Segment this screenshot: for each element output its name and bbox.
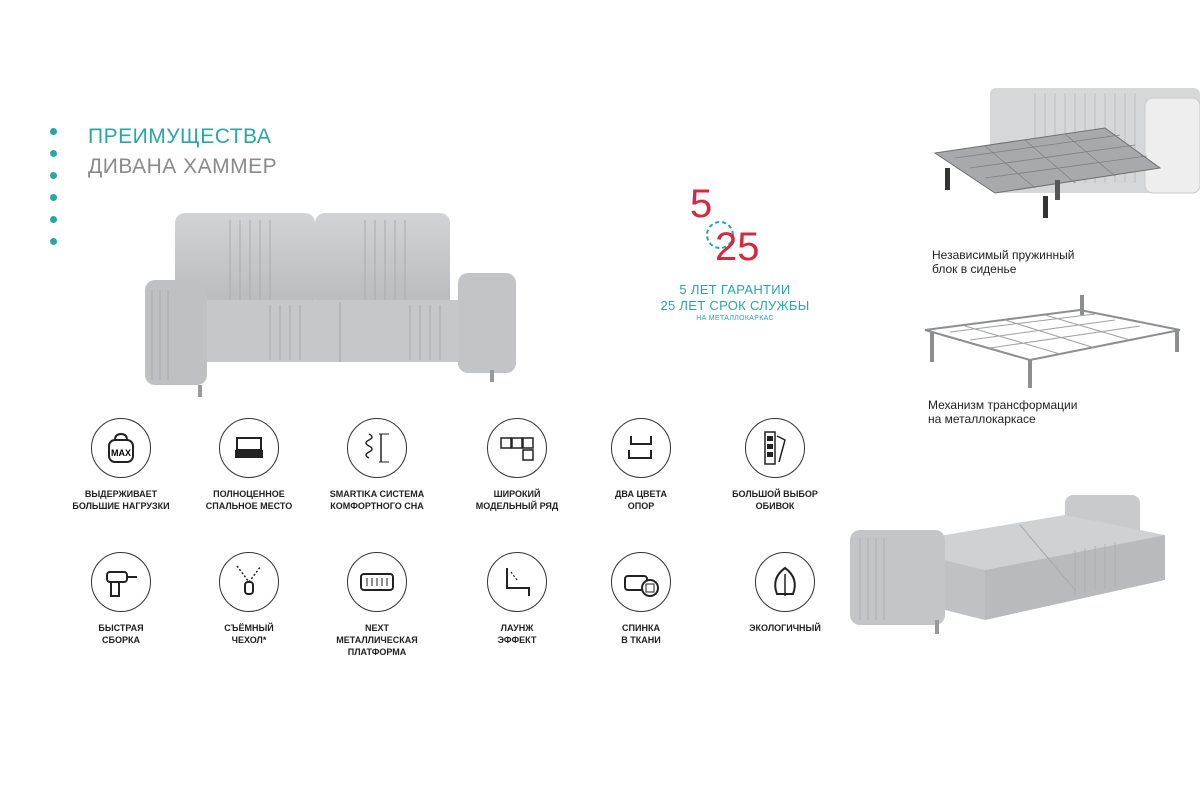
swatches-icon	[745, 418, 805, 478]
caption-mechanism	[928, 398, 1077, 426]
unfolded-sofa-image	[845, 490, 1175, 640]
feature-label: СЪЁМНЫЙ	[224, 623, 274, 633]
feature-label: ОПОР	[627, 501, 655, 511]
feature-label: МОДЕЛЬНЫЙ РЯД	[475, 501, 559, 511]
feature-eco	[730, 552, 840, 634]
zipper-icon	[219, 552, 279, 612]
feature-label: ПОЛНОЦЕННОЕ	[213, 489, 285, 499]
max-weight-icon	[91, 418, 151, 478]
feature-smartika	[322, 418, 432, 512]
feature-label: ШИРОКИЙ	[493, 489, 541, 499]
lounge-icon	[487, 552, 547, 612]
svg-text:MAX: MAX	[111, 448, 131, 458]
feature-label: В ТКАНИ	[621, 635, 661, 645]
feature-label: БЫСТРАЯ	[98, 623, 144, 633]
feature-label: ЧЕХОЛ*	[231, 635, 267, 645]
caption-spring-block-line2: блок в сиденье	[932, 262, 1017, 276]
page-subtitle: ДИВАНА ХАММЕР	[88, 155, 278, 178]
feature-upholstery	[720, 418, 830, 512]
feature-label: БОЛЬШИЕ НАГРУЗКИ	[72, 501, 170, 511]
modular-icon	[487, 418, 547, 478]
warranty-line-1: 5 ЛЕТ ГАРАНТИИ	[679, 282, 791, 297]
feature-label: SMARTIKA СИСТЕМА	[329, 489, 425, 499]
feature-next-platform	[322, 552, 432, 658]
feature-max-load	[66, 418, 176, 512]
feature-back-fabric	[586, 552, 696, 646]
feature-label: СПАЛЬНОЕ МЕСТО	[205, 501, 293, 511]
back-fabric-icon	[611, 552, 671, 612]
drill-icon	[91, 552, 151, 612]
caption-spring-block-line1: Независимый пружинный	[932, 248, 1075, 262]
feature-fast-assembly	[66, 552, 176, 646]
feature-model-range	[462, 418, 572, 512]
leaf-icon	[755, 552, 815, 612]
caption-mechanism-line2: на металлокаркасе	[928, 412, 1036, 426]
spring-block-image	[925, 88, 1200, 228]
feature-label: ЛАУНЖ	[500, 623, 534, 633]
caption-spring-block	[932, 248, 1074, 276]
feature-removable-cover	[194, 552, 304, 646]
feature-label: КОМФОРТНОГО СНА	[330, 501, 424, 511]
bullet-dots	[50, 128, 60, 260]
feature-label: ВЫДЕРЖИВАЕТ	[84, 489, 158, 499]
feature-label: ЭФФЕКТ	[497, 635, 537, 645]
sofa-image	[140, 205, 525, 405]
caption-mechanism-line1: Механизм трансформации	[928, 398, 1078, 412]
feature-two-colors-legs	[586, 418, 696, 512]
feature-lounge	[462, 552, 572, 646]
mechanism-image	[920, 290, 1190, 390]
page-title: ПРЕИМУЩЕСТВА	[88, 125, 272, 148]
spring-icon	[347, 418, 407, 478]
feature-label: ОБИВОК	[755, 501, 795, 511]
feature-label: СБОРКА	[102, 635, 140, 645]
platform-icon	[347, 552, 407, 612]
feature-label: ДВА ЦВЕТА	[615, 489, 667, 499]
feature-sleeping-place	[194, 418, 304, 512]
warranty-line-3: НА МЕТАЛЛОКАРКАС	[696, 315, 774, 322]
feature-label: ПЛАТФОРМА	[347, 647, 407, 657]
feature-label: NEXT	[364, 623, 389, 633]
legs-icon	[611, 418, 671, 478]
warranty-number-5: 5	[690, 182, 713, 226]
feature-label: СПИНКА	[622, 623, 660, 633]
feature-label: БОЛЬШОЙ ВЫБОР	[732, 489, 818, 499]
warranty-number-25: 25	[715, 225, 760, 269]
feature-label: МЕТАЛЛИЧЕСКАЯ	[336, 635, 418, 645]
bed-icon	[219, 418, 279, 478]
feature-label: ЭКОЛОГИЧНЫЙ	[749, 623, 821, 633]
warranty-line-2: 25 ЛЕТ СРОК СЛУЖБЫ	[660, 298, 810, 313]
